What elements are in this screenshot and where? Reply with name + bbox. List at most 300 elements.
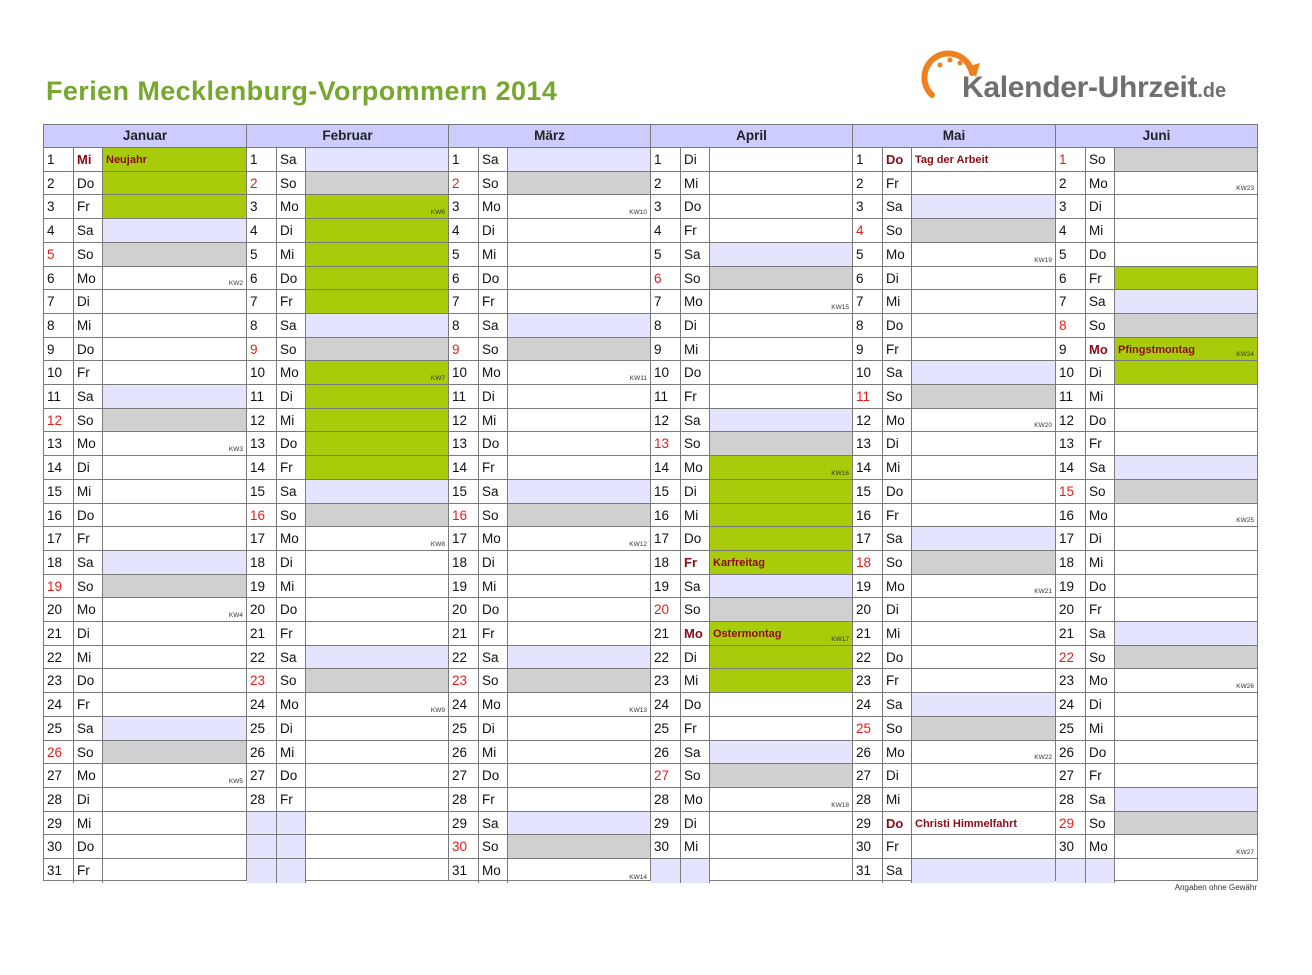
- day-row[interactable]: [247, 480, 448, 504]
- day-row[interactable]: [44, 195, 246, 219]
- day-row[interactable]: [1056, 551, 1257, 575]
- day-row[interactable]: [44, 480, 246, 504]
- weekday: Mo: [277, 693, 306, 716]
- empty-day-row[interactable]: [1056, 859, 1257, 883]
- disclaimer-note: Angaben ohne Gewähr: [1174, 883, 1257, 892]
- day-row[interactable]: [1056, 243, 1257, 267]
- day-row[interactable]: [1056, 717, 1257, 741]
- day-row[interactable]: [1056, 195, 1257, 219]
- day-cell: [306, 859, 448, 883]
- day-row[interactable]: [44, 385, 246, 409]
- day-row[interactable]: [651, 598, 852, 622]
- day-number: 7: [1056, 290, 1086, 313]
- weekday: Mi: [479, 409, 508, 431]
- day-row[interactable]: [853, 243, 1055, 267]
- day-cell: [1115, 148, 1257, 171]
- day-row[interactable]: [449, 361, 650, 385]
- day-row[interactable]: [1056, 148, 1257, 172]
- day-number: 18: [44, 551, 74, 574]
- day-row[interactable]: [1056, 741, 1257, 764]
- day-row[interactable]: [449, 148, 650, 172]
- day-row[interactable]: [247, 788, 448, 812]
- day-cell: [103, 693, 246, 716]
- day-row[interactable]: [1056, 361, 1257, 385]
- day-row[interactable]: [853, 409, 1055, 432]
- day-number: 1: [247, 148, 277, 171]
- day-row[interactable]: [247, 456, 448, 480]
- day-row[interactable]: [1056, 812, 1257, 835]
- day-number: 15: [651, 480, 681, 503]
- day-row[interactable]: [853, 195, 1055, 219]
- day-row[interactable]: [247, 385, 448, 409]
- day-number: 23: [651, 669, 681, 692]
- day-row[interactable]: [247, 195, 448, 219]
- day-number: 1: [853, 148, 883, 171]
- day-row[interactable]: [651, 812, 852, 835]
- day-number: 10: [651, 361, 681, 384]
- day-cell: [103, 646, 246, 668]
- day-number: 9: [449, 338, 479, 360]
- weekday: Di: [277, 551, 306, 574]
- day-row[interactable]: [44, 788, 246, 812]
- day-cell: [306, 409, 448, 431]
- day-row[interactable]: [449, 243, 650, 267]
- day-cell: [710, 385, 852, 408]
- day-row[interactable]: [651, 527, 852, 551]
- day-cell: [710, 693, 852, 716]
- weekday: So: [681, 432, 710, 455]
- day-row[interactable]: [1056, 314, 1257, 338]
- day-row[interactable]: [853, 741, 1055, 764]
- day-row[interactable]: [449, 575, 650, 598]
- day-row[interactable]: [44, 243, 246, 267]
- day-row[interactable]: [853, 267, 1055, 290]
- day-row[interactable]: [651, 741, 852, 764]
- day-cell: [103, 195, 246, 218]
- day-row[interactable]: [651, 243, 852, 267]
- week-number: KW8: [430, 541, 445, 548]
- day-row[interactable]: [449, 741, 650, 764]
- day-row[interactable]: [1056, 598, 1257, 622]
- day-row[interactable]: [651, 835, 852, 859]
- day-row[interactable]: [44, 314, 246, 338]
- day-row[interactable]: [449, 598, 650, 622]
- day-row[interactable]: [449, 812, 650, 835]
- day-number: 20: [853, 598, 883, 621]
- day-number: 9: [853, 338, 883, 360]
- day-row[interactable]: [651, 764, 852, 788]
- day-number: 29: [449, 812, 479, 834]
- day-row[interactable]: [44, 622, 246, 646]
- day-row[interactable]: [449, 195, 650, 219]
- day-row[interactable]: [1056, 646, 1257, 669]
- day-row[interactable]: [1056, 480, 1257, 504]
- day-row[interactable]: [853, 504, 1055, 527]
- day-row[interactable]: [853, 338, 1055, 361]
- day-row[interactable]: [651, 361, 852, 385]
- day-row[interactable]: [853, 361, 1055, 385]
- day-row[interactable]: [651, 267, 852, 290]
- day-row[interactable]: [44, 764, 246, 788]
- day-row[interactable]: [853, 646, 1055, 669]
- day-cell: [710, 172, 852, 194]
- day-row[interactable]: [44, 172, 246, 195]
- empty-day-row[interactable]: [651, 859, 852, 883]
- day-cell: [912, 456, 1055, 479]
- day-cell: [1115, 812, 1257, 834]
- day-row[interactable]: [449, 456, 650, 480]
- day-row[interactable]: [449, 409, 650, 432]
- day-cell: [710, 717, 852, 740]
- day-row[interactable]: [853, 527, 1055, 551]
- day-row[interactable]: [44, 741, 246, 764]
- day-row[interactable]: [449, 788, 650, 812]
- week-number: KW21: [1034, 588, 1052, 595]
- day-row[interactable]: [247, 314, 448, 338]
- day-number: 16: [449, 504, 479, 526]
- weekday: Fr: [681, 385, 710, 408]
- day-row[interactable]: [44, 456, 246, 480]
- weekday: Fr: [479, 788, 508, 811]
- weekday: Fr: [681, 219, 710, 242]
- day-row[interactable]: [853, 148, 1055, 172]
- day-row[interactable]: [853, 622, 1055, 646]
- day-number: 7: [247, 290, 277, 313]
- day-row[interactable]: [44, 551, 246, 575]
- day-number: 27: [651, 764, 681, 787]
- day-row[interactable]: [247, 622, 448, 646]
- day-row[interactable]: [1056, 693, 1257, 717]
- empty-day-row[interactable]: [247, 812, 448, 835]
- day-row[interactable]: [449, 338, 650, 361]
- day-row[interactable]: [44, 338, 246, 361]
- day-row[interactable]: [651, 172, 852, 195]
- day-row[interactable]: [853, 859, 1055, 883]
- day-row[interactable]: [247, 243, 448, 267]
- day-cell: [710, 764, 852, 787]
- day-row[interactable]: [853, 172, 1055, 195]
- day-row[interactable]: [449, 504, 650, 527]
- day-row[interactable]: [247, 551, 448, 575]
- day-row[interactable]: [449, 646, 650, 669]
- day-row[interactable]: [651, 669, 852, 693]
- day-row[interactable]: [44, 267, 246, 290]
- day-row[interactable]: [247, 669, 448, 693]
- day-cell: [306, 504, 448, 526]
- day-row[interactable]: [1056, 835, 1257, 859]
- day-cell: [103, 267, 246, 289]
- day-number: 24: [651, 693, 681, 716]
- day-cell: [306, 219, 448, 242]
- day-row[interactable]: [1056, 575, 1257, 598]
- day-row[interactable]: [44, 717, 246, 741]
- day-row[interactable]: [247, 148, 448, 172]
- day-number: 16: [247, 504, 277, 526]
- day-row[interactable]: [853, 788, 1055, 812]
- day-row[interactable]: [651, 504, 852, 527]
- day-number: 17: [1056, 527, 1086, 550]
- day-row[interactable]: [247, 646, 448, 669]
- day-row[interactable]: [853, 385, 1055, 409]
- day-row[interactable]: [44, 148, 246, 172]
- day-row[interactable]: [651, 788, 852, 812]
- day-row[interactable]: [449, 551, 650, 575]
- day-cell: [508, 717, 650, 740]
- day-row[interactable]: [247, 504, 448, 527]
- day-row[interactable]: [1056, 504, 1257, 527]
- weekday: Fr: [277, 788, 306, 811]
- weekday: Di: [681, 480, 710, 503]
- day-row[interactable]: [651, 693, 852, 717]
- day-number: 13: [247, 432, 277, 455]
- day-row[interactable]: [651, 195, 852, 219]
- empty-day-row[interactable]: [247, 835, 448, 859]
- day-row[interactable]: [247, 219, 448, 243]
- weekday: Mi: [883, 788, 912, 811]
- day-row[interactable]: [247, 717, 448, 741]
- day-row[interactable]: [1056, 385, 1257, 409]
- day-number: 12: [1056, 409, 1086, 431]
- day-row[interactable]: [247, 361, 448, 385]
- day-row[interactable]: [449, 622, 650, 646]
- day-row[interactable]: [44, 598, 246, 622]
- day-row[interactable]: [651, 717, 852, 741]
- day-row[interactable]: [247, 267, 448, 290]
- day-number: 7: [44, 290, 74, 313]
- day-cell: [103, 551, 246, 574]
- weekday: Sa: [277, 480, 306, 503]
- day-cell: [103, 669, 246, 692]
- day-number: 24: [449, 693, 479, 716]
- weekday: [277, 859, 306, 883]
- weekday: Mi: [883, 622, 912, 645]
- weekday: Mo: [277, 361, 306, 384]
- day-number: 15: [44, 480, 74, 503]
- day-row[interactable]: [44, 669, 246, 693]
- day-row[interactable]: [247, 741, 448, 764]
- day-row[interactable]: [651, 219, 852, 243]
- day-row[interactable]: [651, 575, 852, 598]
- day-cell: [710, 243, 852, 266]
- day-row[interactable]: [651, 338, 852, 361]
- day-row[interactable]: [651, 409, 852, 432]
- day-row[interactable]: [1056, 527, 1257, 551]
- day-row[interactable]: [247, 409, 448, 432]
- weekday: Do: [883, 148, 912, 171]
- day-row[interactable]: [853, 812, 1055, 835]
- weekday: Mi: [681, 835, 710, 858]
- day-cell: [912, 669, 1055, 692]
- day-row[interactable]: [651, 432, 852, 456]
- day-row[interactable]: [247, 764, 448, 788]
- day-row[interactable]: [853, 693, 1055, 717]
- weekday: Mi: [1086, 385, 1115, 408]
- day-row[interactable]: [853, 290, 1055, 314]
- day-row[interactable]: [449, 669, 650, 693]
- day-row[interactable]: [449, 764, 650, 788]
- day-number: 23: [449, 669, 479, 692]
- day-cell: [912, 622, 1055, 645]
- day-cell: [912, 290, 1055, 313]
- day-number: 1: [449, 148, 479, 171]
- day-cell: [912, 361, 1055, 384]
- day-row[interactable]: [853, 456, 1055, 480]
- day-cell: [912, 646, 1055, 668]
- day-cell: [710, 409, 852, 431]
- day-cell: [306, 764, 448, 787]
- weekday: Sa: [1086, 788, 1115, 811]
- day-cell: [103, 812, 246, 834]
- day-row[interactable]: [651, 385, 852, 409]
- day-row[interactable]: [651, 551, 852, 575]
- day-row[interactable]: [44, 693, 246, 717]
- day-row[interactable]: [44, 859, 246, 883]
- day-row[interactable]: [1056, 622, 1257, 646]
- day-row[interactable]: [449, 385, 650, 409]
- day-number: 21: [651, 622, 681, 645]
- day-row[interactable]: [247, 693, 448, 717]
- weekday: Do: [681, 527, 710, 550]
- brand-logo[interactable]: [920, 43, 1250, 115]
- day-row[interactable]: [44, 527, 246, 551]
- day-row[interactable]: [44, 290, 246, 314]
- day-row[interactable]: [853, 551, 1055, 575]
- day-number: 13: [44, 432, 74, 455]
- day-row[interactable]: [1056, 290, 1257, 314]
- day-row[interactable]: [853, 432, 1055, 456]
- day-row[interactable]: [44, 835, 246, 859]
- day-row[interactable]: [651, 314, 852, 338]
- week-number: KW15: [831, 304, 849, 311]
- day-cell: [103, 148, 246, 171]
- day-cell: [103, 859, 246, 883]
- week-number: KW10: [629, 209, 647, 216]
- day-row[interactable]: [651, 290, 852, 314]
- weekday: Do: [479, 267, 508, 289]
- day-row[interactable]: [449, 314, 650, 338]
- day-row[interactable]: [247, 338, 448, 361]
- day-cell: [103, 527, 246, 550]
- day-cell: [1115, 717, 1257, 740]
- day-row[interactable]: [449, 290, 650, 314]
- day-number: 4: [44, 219, 74, 242]
- day-cell: [912, 598, 1055, 621]
- day-row[interactable]: [651, 456, 852, 480]
- weekday: Do: [883, 314, 912, 337]
- day-row[interactable]: [1056, 669, 1257, 693]
- empty-day-row[interactable]: [247, 859, 448, 883]
- weekday: Mo: [479, 361, 508, 384]
- day-number: 27: [44, 764, 74, 787]
- day-row[interactable]: [1056, 788, 1257, 812]
- day-row[interactable]: [1056, 409, 1257, 432]
- day-row[interactable]: [853, 764, 1055, 788]
- day-row[interactable]: [1056, 267, 1257, 290]
- day-row[interactable]: [1056, 338, 1257, 361]
- day-number: 5: [1056, 243, 1086, 266]
- month-header: Juni: [1056, 125, 1257, 148]
- day-row[interactable]: [449, 693, 650, 717]
- day-row[interactable]: [449, 859, 650, 883]
- day-row[interactable]: [853, 598, 1055, 622]
- day-number: 9: [44, 338, 74, 360]
- day-row[interactable]: [449, 480, 650, 504]
- day-row[interactable]: [247, 290, 448, 314]
- day-row[interactable]: [44, 575, 246, 598]
- week-number: KW24: [1236, 351, 1254, 358]
- day-row[interactable]: [853, 480, 1055, 504]
- day-row[interactable]: [44, 219, 246, 243]
- day-cell: [1115, 243, 1257, 266]
- day-row[interactable]: [853, 717, 1055, 741]
- day-row[interactable]: [449, 717, 650, 741]
- day-row[interactable]: [44, 361, 246, 385]
- day-row[interactable]: [449, 172, 650, 195]
- day-row[interactable]: [853, 219, 1055, 243]
- day-row[interactable]: [247, 527, 448, 551]
- day-row[interactable]: [44, 646, 246, 669]
- day-row[interactable]: [651, 480, 852, 504]
- weekday: Mo: [1086, 835, 1115, 858]
- day-cell: [710, 290, 852, 313]
- day-number: 28: [1056, 788, 1086, 811]
- day-cell: [103, 243, 246, 266]
- day-row[interactable]: [1056, 219, 1257, 243]
- day-row[interactable]: [1056, 172, 1257, 195]
- day-row[interactable]: [1056, 764, 1257, 788]
- day-cell: [508, 361, 650, 384]
- month-header: April: [651, 125, 852, 148]
- day-row[interactable]: [651, 646, 852, 669]
- weekday: Mo: [1086, 669, 1115, 692]
- day-row[interactable]: [449, 527, 650, 551]
- day-cell: [710, 598, 852, 621]
- day-row[interactable]: [247, 172, 448, 195]
- weekday: Sa: [74, 219, 103, 242]
- day-row[interactable]: [651, 622, 852, 646]
- day-row[interactable]: [44, 504, 246, 527]
- day-row[interactable]: [449, 432, 650, 456]
- day-cell: [1115, 172, 1257, 194]
- day-row[interactable]: [44, 432, 246, 456]
- day-row[interactable]: [853, 314, 1055, 338]
- day-row[interactable]: [449, 835, 650, 859]
- day-row[interactable]: [247, 575, 448, 598]
- day-row[interactable]: [247, 432, 448, 456]
- day-row[interactable]: [651, 148, 852, 172]
- day-row[interactable]: [1056, 432, 1257, 456]
- day-row[interactable]: [853, 835, 1055, 859]
- day-row[interactable]: [44, 409, 246, 432]
- day-cell: [306, 835, 448, 858]
- weekday: [681, 859, 710, 883]
- day-row[interactable]: [1056, 456, 1257, 480]
- day-cell: [306, 338, 448, 360]
- day-row[interactable]: [247, 598, 448, 622]
- weekday: So: [681, 764, 710, 787]
- day-row[interactable]: [853, 575, 1055, 598]
- day-cell: [710, 456, 852, 479]
- day-row[interactable]: [44, 812, 246, 835]
- day-row[interactable]: [853, 669, 1055, 693]
- day-number: 25: [853, 717, 883, 740]
- day-cell: [1115, 693, 1257, 716]
- day-number: 8: [853, 314, 883, 337]
- day-cell: [912, 788, 1055, 811]
- day-row[interactable]: [449, 267, 650, 290]
- day-row[interactable]: [449, 219, 650, 243]
- day-number: 19: [44, 575, 74, 597]
